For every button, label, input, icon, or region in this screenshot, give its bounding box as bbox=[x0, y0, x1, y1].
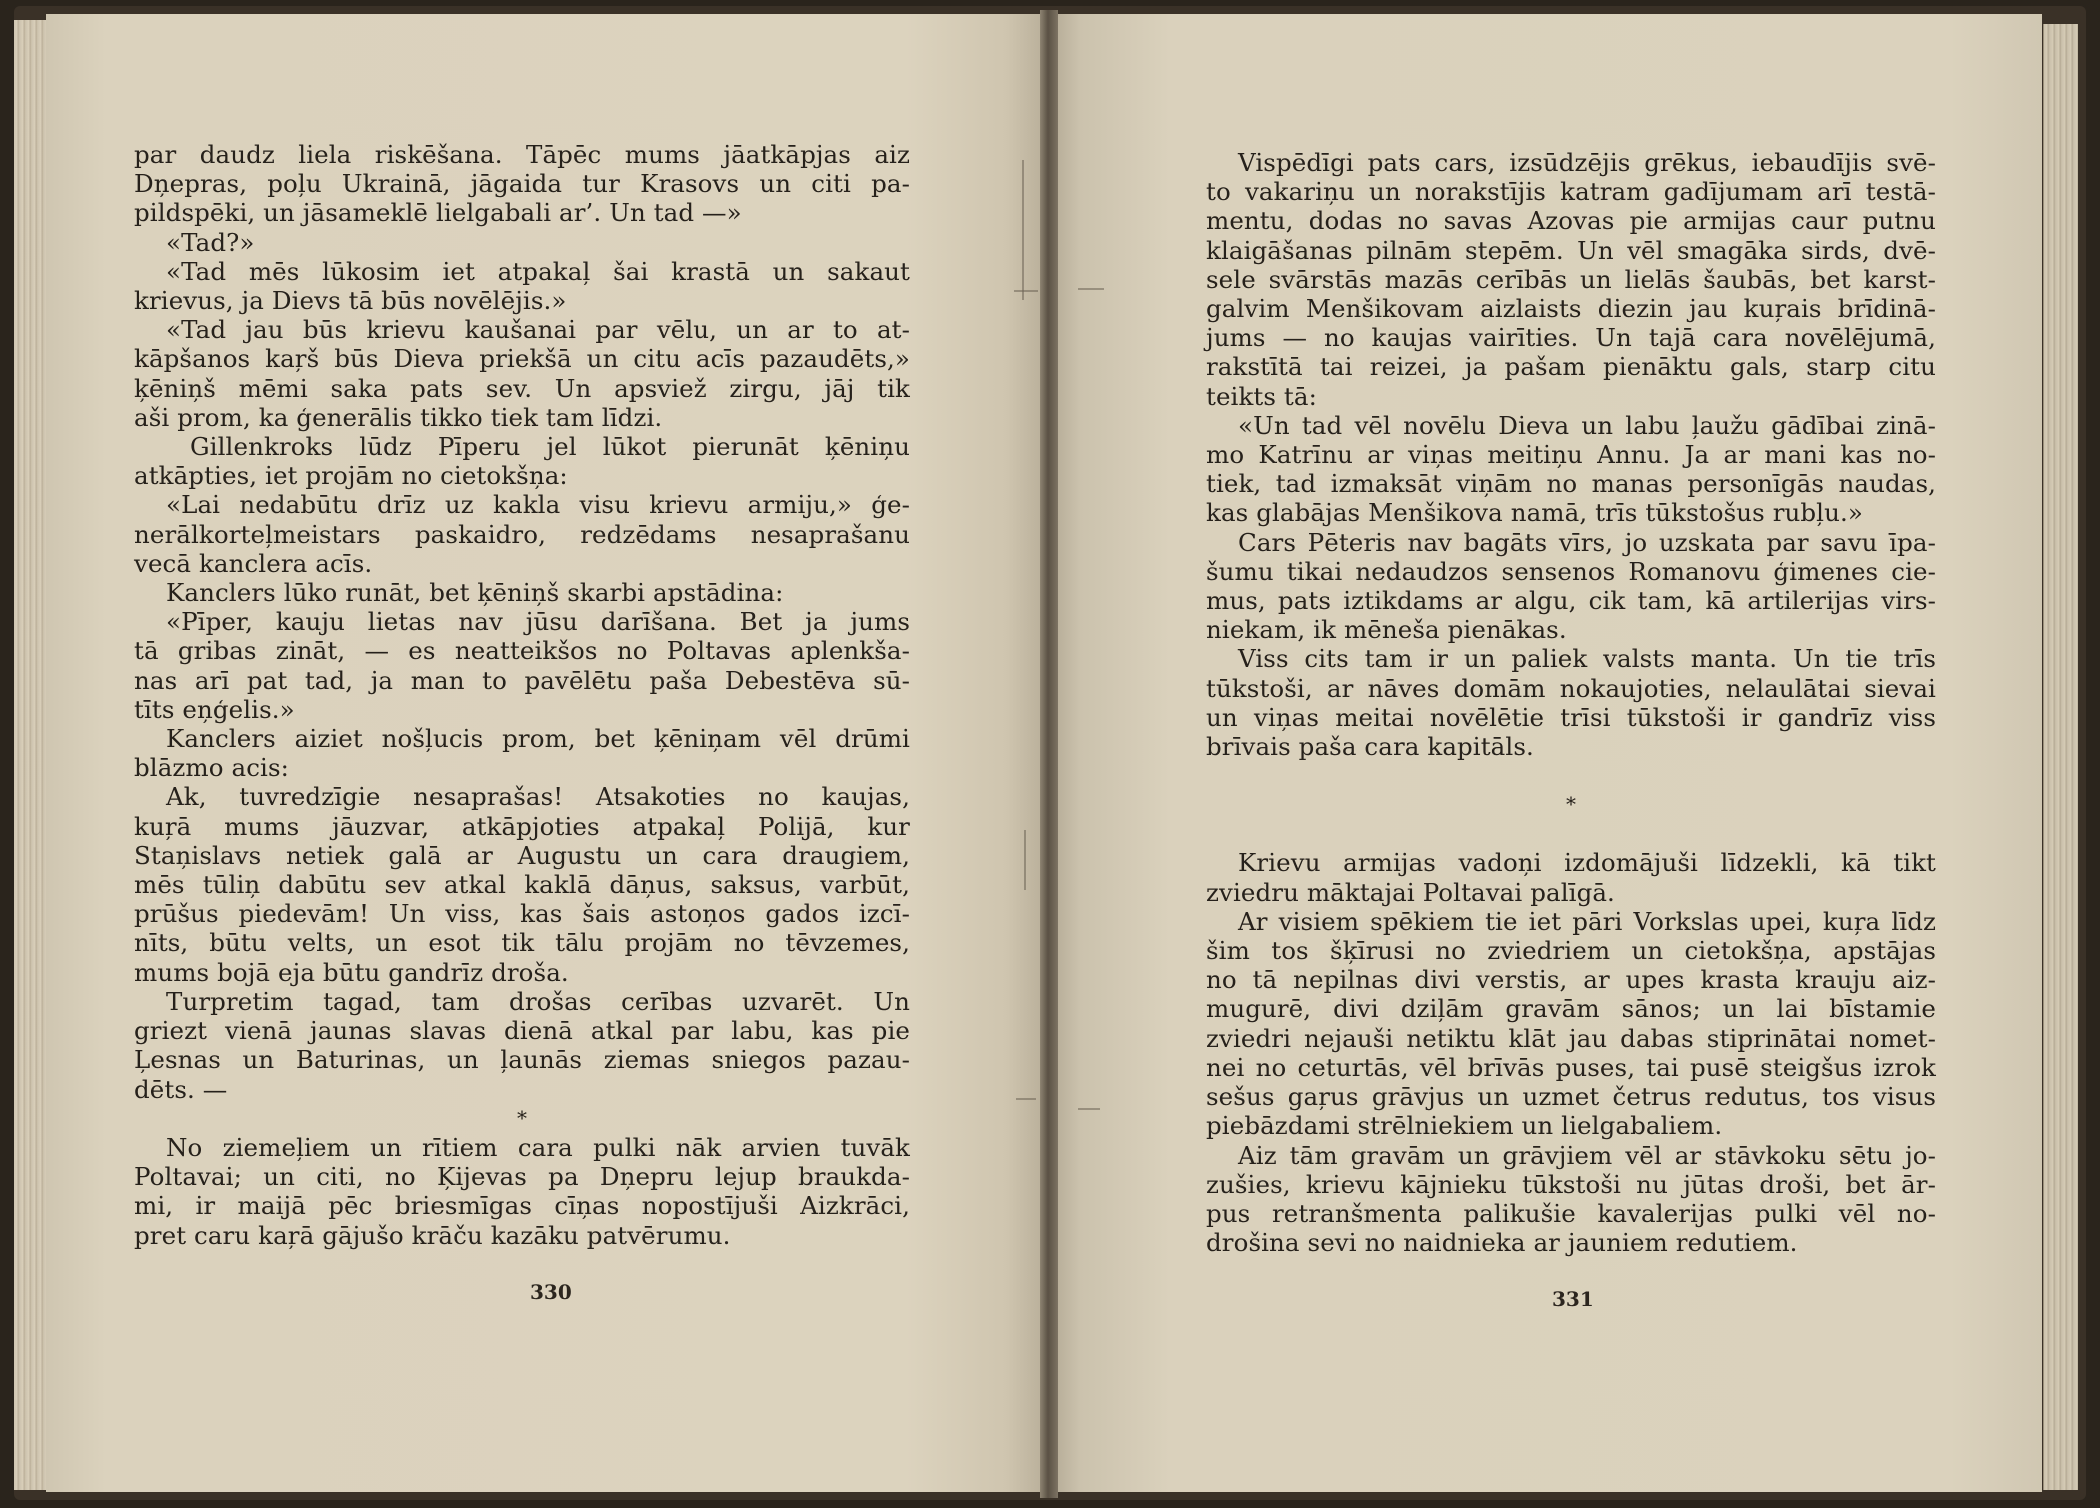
text-line: ķēniņš mēmi saka pats sev. Un apsviež zirgu, jāj tik bbox=[134, 373, 910, 403]
text-line: Ļesnas un Baturinas, un ļaunās ziemas sniegos pazau- bbox=[134, 1045, 910, 1075]
text-line: pret caru kaŗā gājušo krāču kazāku patvērumu. bbox=[134, 1220, 731, 1250]
page-number-right: 331 bbox=[1552, 1287, 1594, 1311]
text-line: mentu, dodas no savas Azovas pie armijas caur putnu bbox=[1206, 206, 1936, 236]
text-line: nerālkorteļmeistars paskaidro, redzēdams nesaprašanu bbox=[134, 519, 910, 549]
text-line: tīts eņģelis.» bbox=[134, 694, 295, 724]
text-line: Kanclers aiziet nošļucis prom, bet ķēniņam vēl drūmi bbox=[166, 724, 910, 754]
text-line: aši prom, ka ģenerālis tikko tiek tam līdzi. bbox=[134, 402, 663, 432]
text-line: pus retranšmenta palikušie kavalerijas pulki vēl no- bbox=[1206, 1198, 1936, 1228]
text-line: Viss cits tam ir un paliek valsts manta. Un tie trīs bbox=[1238, 644, 1936, 674]
book-gutter bbox=[1040, 10, 1058, 1498]
text-line: mums bojā eja būtu gandrīz droša. bbox=[134, 957, 569, 987]
text-line: šumu tikai nedaudzos sensenos Romanovu ģimenes cie- bbox=[1206, 556, 1936, 586]
text-line: «Lai nedabūtu drīz uz kakla visu krievu armiju,» ģe- bbox=[166, 490, 910, 520]
text-line: galvim Menšikovam aizlaists diezin jau kuŗais brīdinā- bbox=[1206, 294, 1936, 324]
text-line: Gillenkroks lūdz Pīperu jel lūkot pierunāt ķēniņu bbox=[190, 432, 910, 462]
text-line: Turpretim tagad, tam drošas cerības uzvarēt. Un bbox=[166, 986, 910, 1016]
text-line: griezt vienā jaunas slavas dienā atkal par labu, kas pie bbox=[134, 1016, 910, 1046]
text-line: Poltavai; un citi, no Ķijevas pa Dņepru lejup braukda- bbox=[134, 1162, 910, 1192]
text-line: «Pīper, kauju lietas nav jūsu darīšana. Bet ja jums bbox=[166, 607, 910, 637]
text-line: Krievu armijas vadoņi izdomājuši līdzekli, kā tikt bbox=[1238, 848, 1936, 878]
text-line: šim tos šķīrusi no zviedriem un cietokšņa, apstājas bbox=[1206, 936, 1936, 966]
text-line: mugurē, divi dziļām gravām sānos; un lai bīstamie bbox=[1206, 994, 1936, 1024]
text-line: to vakariņu un norakstījis katram gadījumam arī testā- bbox=[1206, 177, 1936, 207]
text-line: Dņepras, poļu Ukrainā, jāgaida tur Krasovs un citi pa- bbox=[134, 169, 910, 199]
text-line: prūšus piedevām! Un viss, kas šais astoņos gados izcī- bbox=[134, 899, 910, 929]
text-line: mus, pats iztikdams ar algu, cik tam, kā artilerijas virs- bbox=[1206, 586, 1936, 616]
binding-mark bbox=[1014, 290, 1038, 292]
text-line: teikts tā: bbox=[1206, 381, 1317, 411]
text-line: tā gribas zināt, — es neatteikšos no Poltavas aplenkša- bbox=[134, 636, 910, 666]
text-line: mo Katrīnu ar viņas meitiņu Annu. Ja ar mani kas no- bbox=[1206, 440, 1936, 470]
text-line: «Un tad vēl novēlu Dieva un labu ļaužu gādībai zinā- bbox=[1238, 410, 1936, 440]
text-line: dēts. — bbox=[134, 1074, 228, 1104]
text-line: nīts, būtu velts, un esot tik tālu projām no tēvzemes, bbox=[134, 928, 910, 958]
text-line: brīvais paša cara kapitāls. bbox=[1206, 732, 1534, 762]
text-line: atkāpties, iet projām no cietokšņa: bbox=[134, 461, 568, 491]
text-line: zviedri nejauši netiktu klāt jau dabas stiprinātai nomet- bbox=[1206, 1023, 1936, 1053]
text-line: nas arī pat tad, ja man to pavēlētu paša Debestēva sū- bbox=[134, 665, 910, 695]
text-line: pildspēki, un jāsameklē lielgabali ar’. Un tad —» bbox=[134, 198, 742, 228]
text-line: «Tad mēs lūkosim iet atpakaļ šai krastā un sakaut bbox=[166, 256, 910, 286]
blank-line bbox=[1206, 819, 1936, 848]
text-line: zviedru māktajai Poltavai palīgā. bbox=[1206, 877, 1615, 907]
text-line: tiek, tad izmaksāt viņām no manas personīgās naudas, bbox=[1206, 469, 1936, 499]
binding-mark bbox=[1016, 1098, 1036, 1100]
text-line: Kanclers lūko runāt, bet ķēniņš skarbi apstādina: bbox=[166, 578, 784, 608]
binding-mark bbox=[1078, 1108, 1100, 1110]
text-line: niekam, ik mēneša pienākas. bbox=[1206, 615, 1567, 645]
page-edges-right bbox=[2043, 24, 2078, 1490]
text-line: Staņislavs netiek galā ar Augustu un cara draugiem, bbox=[134, 840, 910, 870]
left-page-text bbox=[134, 140, 910, 1250]
text-line: sele svārstās mazās cerībās un lielās šaubās, bet karst- bbox=[1206, 264, 1936, 294]
text-line: Vispēdīgi pats cars, izsūdzējis grēkus, iebaudījis svē- bbox=[1238, 148, 1936, 177]
blank-line bbox=[1206, 761, 1936, 790]
text-line: jums — no kaujas vairīties. Un tajā cara novēlējumā, bbox=[1206, 323, 1936, 353]
text-line: par daudz liela riskēšana. Tāpēc mums jāatkāpjas aiz bbox=[134, 140, 910, 169]
text-line: no tā nepilnas divi verstis, ar upes krasta krauju aiz- bbox=[1206, 965, 1936, 995]
text-line: Ak, tuvredzīgie nesaprašas! Atsakoties no kaujas, bbox=[166, 782, 910, 812]
text-line: zušies, krievu kājnieku tūkstoši nu jūtas droši, bet ār- bbox=[1206, 1169, 1936, 1199]
text-line: krievus, ja Dievs tā būs novēlējis.» bbox=[134, 286, 567, 316]
text-line: «Tad?» bbox=[166, 227, 255, 257]
binding-mark bbox=[1022, 160, 1024, 300]
text-line: Ar visiem spēkiem tie iet pāri Vorkslas upei, kuŗa līdz bbox=[1238, 906, 1936, 936]
text-line: drošina sevi no naidnieka ar jauniem redutiem. bbox=[1206, 1228, 1798, 1258]
text-line: mi, ir maijā pēc briesmīgas cīņas nopostījuši Aizkrāci, bbox=[134, 1191, 910, 1221]
binding-mark bbox=[1078, 288, 1104, 290]
text-line: kāpšanos kaŗš būs Dieva priekšā un citu acīs pazaudēts,» bbox=[134, 344, 910, 374]
right-page-text bbox=[1206, 148, 1936, 1257]
text-line: klaigāšanas pilnām stepēm. Un vēl smagāka sirds, dvē- bbox=[1206, 235, 1936, 265]
text-line: un viņas meitai novēlētie trīsi tūkstoši ir gandrīz viss bbox=[1206, 702, 1936, 732]
page-number-left: 330 bbox=[530, 1280, 572, 1304]
text-line: rakstītā tai reizei, ja pašam pienāktu gals, starp citu bbox=[1206, 352, 1936, 382]
text-line: kuŗā mums jāuzvar, atkāpjoties atpakaļ Polijā, kur bbox=[134, 811, 910, 841]
text-line: kas glabājas Menšikova namā, trīs tūkstošus rubļu.» bbox=[1206, 498, 1863, 528]
text-line: nei no ceturtās, vēl brīvās puses, tai pusē steigšus izrok bbox=[1206, 1052, 1936, 1082]
text-line: Cars Pēteris nav bagāts vīrs, jo uzskata par savu īpa- bbox=[1238, 527, 1936, 557]
text-line: vecā kanclera acīs. bbox=[134, 548, 373, 578]
text-line: No ziemeļiem un rītiem cara pulki nāk arvien tuvāk bbox=[166, 1132, 910, 1162]
text-line: piebāzdami strēlniekiem un lielgabaliem. bbox=[1206, 1111, 1723, 1141]
text-line: Aiz tām gravām un grāvjiem vēl ar stāvkoku sētu jo- bbox=[1238, 1140, 1936, 1170]
text-line: blāzmo acis: bbox=[134, 753, 289, 783]
text-line: tūkstoši, ar nāves domām nokaujoties, nelaulātai sievai bbox=[1206, 673, 1936, 703]
binding-mark bbox=[1024, 830, 1026, 890]
section-divider: * bbox=[516, 1105, 528, 1130]
text-line: mēs tūliņ dabūtu sev atkal kaklā dāņus, saksus, varbūt, bbox=[134, 870, 910, 900]
text-line: sešus gaŗus grāvjus un uzmet četrus redutus, tos visus bbox=[1206, 1082, 1936, 1112]
text-line: «Tad jau būs krievu kaušanai par vēlu, un ar to at- bbox=[166, 315, 910, 345]
section-divider: * bbox=[1565, 792, 1577, 817]
